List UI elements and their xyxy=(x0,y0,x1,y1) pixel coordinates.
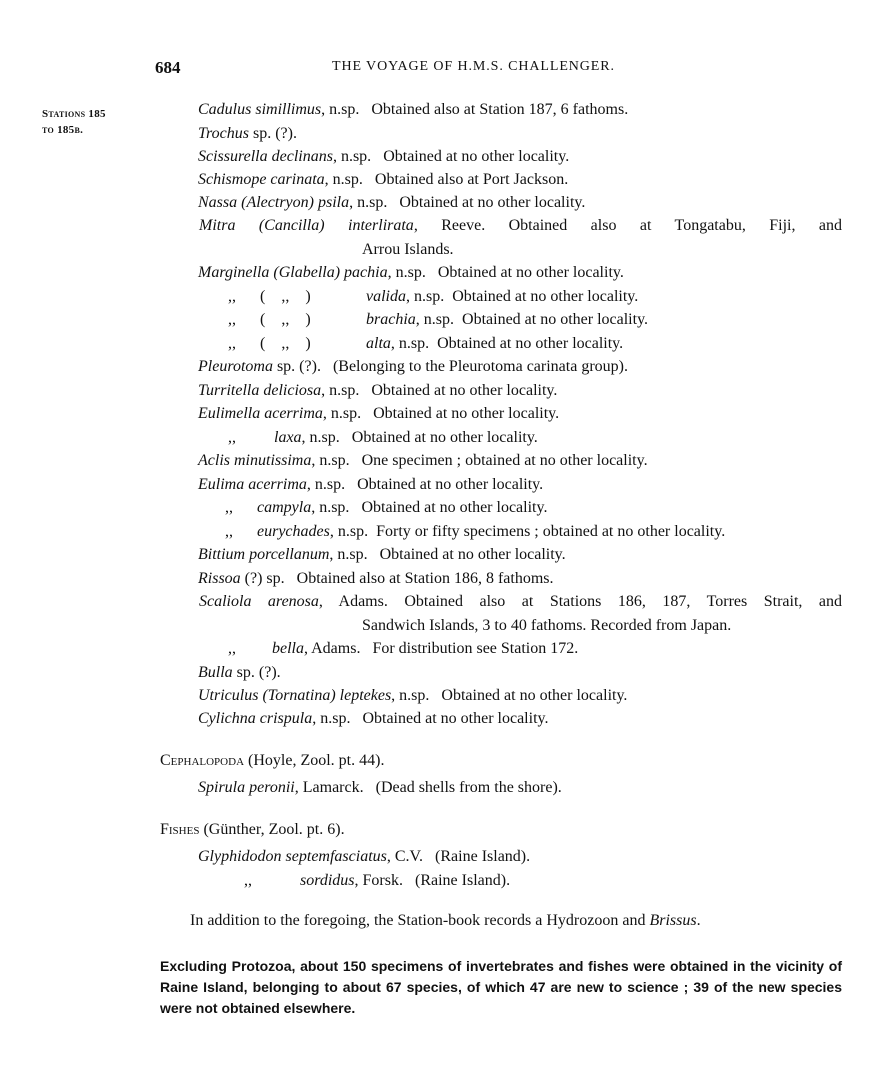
ditto-mark: ,, xyxy=(228,640,236,657)
ditto-mark: ,, ( ,, ) xyxy=(228,311,311,328)
list-item: Turritella deliciosa, n.sp. Obtained at no other locality. xyxy=(198,382,558,399)
margin-note-line2: to 185b. xyxy=(42,124,84,136)
margin-note xyxy=(42,106,106,138)
list-item: Bulla sp. (?). xyxy=(198,664,281,681)
margin-note-line1: Stations 185 xyxy=(42,108,106,120)
list-item: ,, ( ,, ) alta, n.sp. Obtained at no other locality. xyxy=(228,335,624,352)
list-item: Marginella (Glabella) pachia, n.sp. Obtained at no other locality. xyxy=(198,264,624,281)
page-number: 684 xyxy=(155,58,181,77)
list-item: Schismope carinata, n.sp. Obtained also at Port Jackson. xyxy=(198,171,569,188)
list-item: Bittium porcellanum, n.sp. Obtained at no other locality. xyxy=(198,546,566,563)
running-title: THE VOYAGE OF H.M.S. CHALLENGER. xyxy=(332,59,615,74)
ditto-mark: ,, xyxy=(225,523,233,540)
addition-paragraph: In addition to the foregoing, the Station-book records a Hydrozoon and Brissus. xyxy=(190,912,701,929)
list-item: ,, ( ,, ) brachia, n.sp. Obtained at no other locality. xyxy=(228,311,649,328)
list-item: Utriculus (Tornatina) leptekes, n.sp. Obtained at no other locality. xyxy=(198,687,628,704)
list-item: Glyphidodon septemfasciatus, C.V. (Raine Island). xyxy=(198,848,531,865)
section-heading-fishes: Fishes (Günther, Zool. pt. 6). xyxy=(160,821,345,838)
list-item: Scaliola arenosa, Adams. Obtained also at Stations 186, 187, Torres Strait, and xyxy=(199,593,842,610)
list-item: ,, campyla, n.sp. Obtained at no other locality. xyxy=(225,499,548,516)
list-item: Cadulus simillimus, n.sp. Obtained also at Station 187, 6 fathoms. xyxy=(198,101,629,118)
ditto-mark: ,, ( ,, ) xyxy=(228,335,311,352)
list-item-continuation: Arrou Islands. xyxy=(362,241,454,258)
list-item: Aclis minutissima, n.sp. One specimen ; obtained at no other locality. xyxy=(198,452,648,469)
list-item: ,, eurychades, n.sp. Forty or fifty specimens ; obtained at no other locality. xyxy=(225,523,726,540)
ditto-mark: ,, xyxy=(228,429,236,446)
list-item: Trochus sp. (?). xyxy=(198,125,297,142)
list-item: Eulima acerrima, n.sp. Obtained at no other locality. xyxy=(198,476,544,493)
section-heading-cephalopoda: Cephalopoda (Hoyle, Zool. pt. 44). xyxy=(160,752,385,769)
list-item: Eulimella acerrima, n.sp. Obtained at no other locality. xyxy=(198,405,560,422)
running-header xyxy=(0,58,880,84)
list-item: Pleurotoma sp. (?). (Belonging to the Pleurotoma carinata group). xyxy=(198,358,628,375)
list-item-continuation: Sandwich Islands, 3 to 40 fathoms. Recorded from Japan. xyxy=(362,617,732,634)
list-item: ,, ( ,, ) valida, n.sp. Obtained at no other locality. xyxy=(228,288,639,305)
list-item: Spirula peronii, Lamarck. (Dead shells from the shore). xyxy=(198,779,562,796)
list-item: Scissurella declinans, n.sp. Obtained at no other locality. xyxy=(198,148,570,165)
list-item: Cylichna crispula, n.sp. Obtained at no other locality. xyxy=(198,710,549,727)
ditto-mark: ,, xyxy=(244,872,252,889)
list-item: ,, laxa, n.sp. Obtained at no other locality. xyxy=(228,429,538,446)
ditto-mark: ,, xyxy=(225,499,233,516)
list-item: ,, sordidus, Forsk. (Raine Island). xyxy=(244,872,511,889)
list-item: Rissoa (?) sp. Obtained also at Station 186, 8 fathoms. xyxy=(198,570,554,587)
ditto-mark: ,, ( ,, ) xyxy=(228,288,311,305)
summary-paragraph: Excluding Protozoa, about 150 specimens of invertebrates and fishes were obtained in the vicinity of Raine Island, belonging to about 67 species, of which 47 are new to science ; 39 of the new species were not obtained elsewhere. xyxy=(160,958,842,1016)
list-item: Nassa (Alectryon) psila, n.sp. Obtained at no other locality. xyxy=(198,194,586,211)
list-item: Mitra (Cancilla) interlirata, Reeve. Obtained also at Tongatabu, Fiji, and xyxy=(199,217,842,234)
list-item: ,, bella, Adams. For distribution see Station 172. xyxy=(228,640,579,657)
